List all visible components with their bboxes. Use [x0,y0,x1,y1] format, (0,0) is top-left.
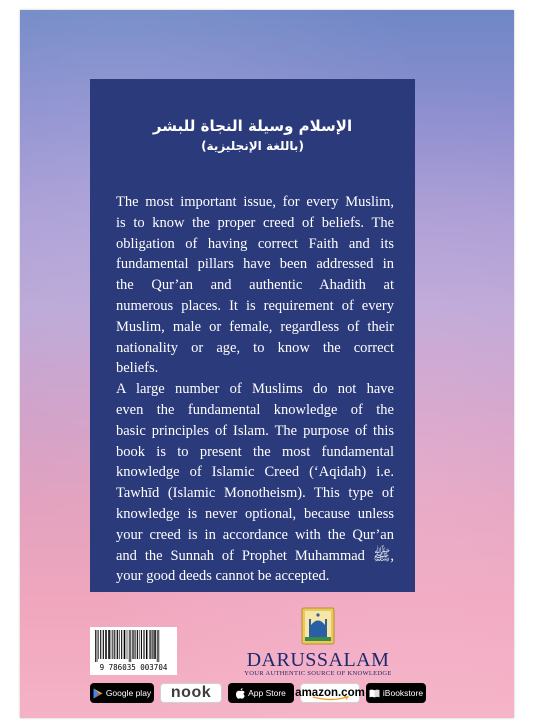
amazon-label: amazon.com [295,687,365,699]
arabic-subtitle: (باللغة الإنجليزية) [201,139,304,153]
barcode-bars [94,630,173,662]
publisher-tagline: YOUR AUTHENTIC SOURCE OF KNOWLEDGE [244,670,392,677]
isbn-barcode [90,627,177,675]
google-play-badge[interactable] [90,683,154,703]
blurb-line: basic principles of Islam. The purpose of this [116,422,394,439]
mosque-emblem-icon [301,607,335,645]
blurb-line: obligation of having correct Faith and its [116,235,394,252]
blurb-line: nationality or age, to know the correct [116,339,394,356]
play-triangle-icon [93,688,103,699]
back-cover [20,10,514,718]
blurb-line: beliefs. [116,360,159,377]
blurb-text [116,192,394,587]
google-play-label: Google play [105,688,152,698]
blurb-line: The most important issue, for every Muslim, [116,194,394,210]
blurb-line: your good deeds cannot be accepted. [116,568,330,585]
blurb-line: book is to present the most fundamental [116,443,394,460]
barcode-number: 9 786035 003704 [99,663,168,672]
app-store-badge[interactable] [228,683,294,703]
ibookstore-badge[interactable] [366,683,426,703]
amazon-smile-icon [311,696,351,701]
amazon-badge[interactable] [295,683,365,703]
blurb-line: Tawhīd (Islamic Monotheism). This type of [116,485,394,502]
blurb-line: your creed is in accordance with the Qur’an [116,526,394,543]
blurb-line: knowledge is never optional, because unless [116,505,394,522]
blurb-panel [90,79,415,592]
blurb-line: A large number of Muslims do not have [116,381,394,398]
blurb-line: the Qur’an and authentic Ahadith at [116,277,394,294]
blurb-line: fundamental pillars have been addressed in [116,256,394,273]
book-icon [369,689,380,698]
blurb-line: knowledge of Islamic Creed (‘Aqidah) i.e. [116,464,394,481]
ibookstore-label: iBookstore [382,688,424,698]
publisher-name: DARUSSALAM [246,649,390,671]
blurb-line: and the Sunnah of Prophet Muhammad ﷺ, [116,547,394,564]
nook-label: nook [170,684,212,701]
blurb-line: Muslim, male or female, regardless of their [116,318,394,335]
blurb-line: numerous places. It is requirement of every [116,297,394,314]
app-store-label: App Store [248,688,286,698]
apple-icon [236,688,245,699]
blurb-line: even the fundamental knowledge of the [116,401,394,418]
arabic-title: الإسلام وسيلة النجاة للبشر [152,117,353,135]
blurb-line: is to know the proper creed of beliefs. The [116,214,394,231]
nook-badge[interactable] [160,683,222,703]
